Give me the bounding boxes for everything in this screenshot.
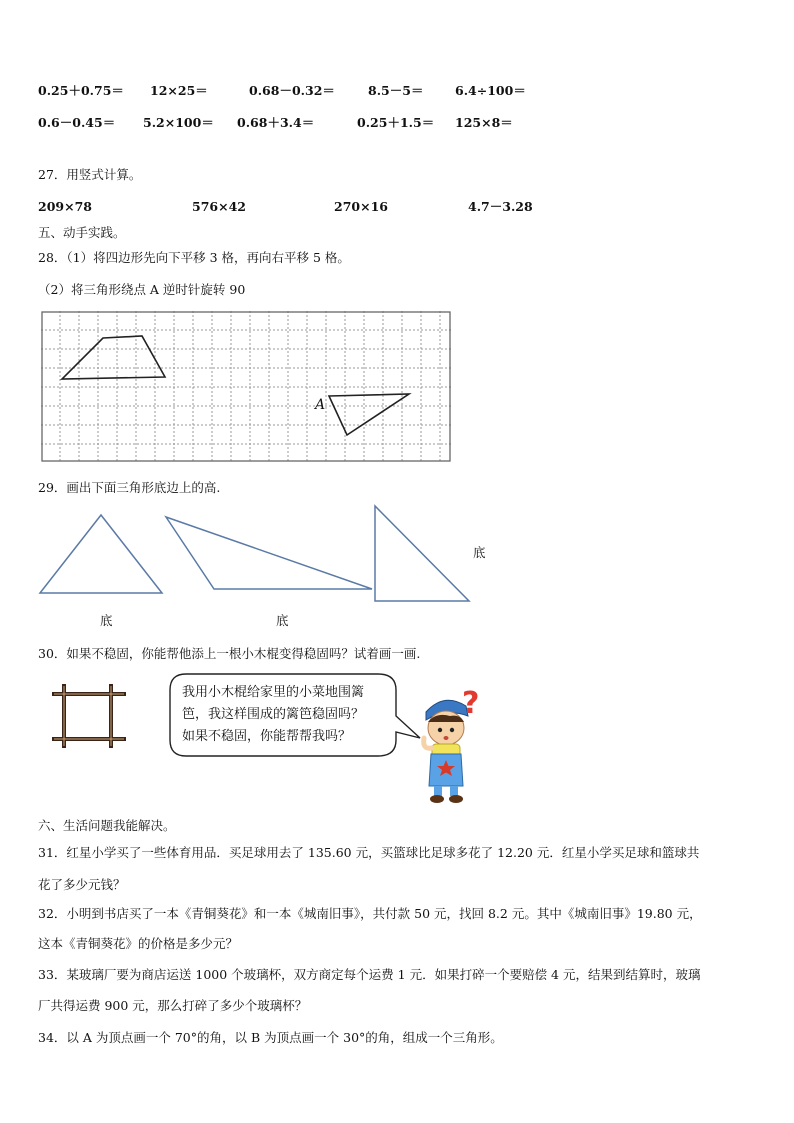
triangle-3: [375, 506, 469, 601]
q32-line1: 32．小明到书店买了一本《青铜葵花》和一本《城南旧事》，共付款 50 元，找回 8.2 元。其中《城南旧事》19.80 元，: [38, 906, 702, 921]
oral-calc-10: 125×8＝: [455, 115, 513, 130]
q29-title: 29．画出下面三角形底边上的高.: [38, 480, 221, 495]
oral-calc-1: 0.25＋0.75＝: [38, 83, 124, 98]
speech-line-2: 笆，我这样围成的篱笆稳固吗？: [182, 707, 365, 722]
base-label-3: 底: [473, 545, 486, 560]
oral-calc-6: 0.6－0.45＝: [38, 115, 116, 130]
oral-calc-3: 0.68－0.32＝: [249, 83, 335, 98]
q31-line1: 31．红星小学买了一些体育用品．买足球用去了 135.60 元，买篮球比足球多花了 12.20 元．红星小学买足球和篮球共: [38, 845, 700, 860]
oral-calc-4: 8.5－5＝: [368, 83, 424, 98]
triangle-shape: [329, 394, 409, 435]
q33-line1: 33．某玻璃厂要为商店运送 1000 个玻璃杯，双方商定每个运费 1 元．如果打碎一个要赔偿 4 元，结果到结算时，玻璃: [38, 967, 701, 982]
oral-calc-2: 12×25＝: [150, 83, 208, 98]
boy-cartoon-image: [414, 686, 494, 808]
q28-part1: 28．（1）将四边形先向下平移 3 格，再向右平移 5 格。: [38, 250, 350, 265]
speech-line-3: 如果不稳固，你能帮帮我吗？: [182, 729, 352, 744]
quadrilateral-shape: [62, 336, 165, 379]
q33-line2: 厂共得运费 900 元，那么打碎了多少个玻璃杯？: [38, 998, 308, 1013]
base-label-1: 底: [100, 613, 113, 628]
base-label-2: 底: [276, 613, 289, 628]
oral-calc-5: 6.4÷100＝: [455, 83, 526, 98]
fence-square-drawing: [52, 684, 126, 748]
triangle-2: [166, 517, 372, 589]
oral-calc-7: 5.2×100＝: [143, 115, 214, 130]
section6-title: 六、生活问题我能解决。: [38, 818, 176, 833]
q27-item-4: 4.7－3.28: [468, 199, 533, 214]
speech-line-1: 我用小木棍给家里的小菜地围篱: [182, 685, 365, 700]
q27-item-1: 209×78: [38, 199, 92, 214]
q34-line1: 34．以 A 为顶点画一个 70°的角，以 B 为顶点画一个 30°的角，组成一个三角形。: [38, 1030, 503, 1045]
q27-item-2: 576×42: [192, 199, 246, 214]
q28-part2: （2）将三角形绕点 A 逆时针旋转 90: [38, 282, 246, 297]
q29-triangles: [0, 500, 794, 610]
section5-title: 五、动手实践。: [38, 225, 126, 240]
point-a-label: A: [315, 397, 326, 413]
oral-calc-9: 0.25＋1.5＝: [357, 115, 435, 130]
q27-item-3: 270×16: [334, 199, 388, 214]
q28-grid-figure: [41, 311, 453, 463]
q32-line2: 这本《青铜葵花》的价格是多少元？: [38, 936, 239, 951]
q30-title: 30．如果不稳固，你能帮他添上一根小木棍变得稳固吗？试着画一画.: [38, 646, 421, 661]
triangle-1: [40, 515, 162, 593]
q27-title: 27．用竖式计算。: [38, 167, 142, 182]
question-mark-icon: ?: [462, 686, 480, 721]
oral-calc-8: 0.68＋3.4＝: [237, 115, 315, 130]
q31-line2: 花了多少元钱？: [38, 877, 126, 892]
